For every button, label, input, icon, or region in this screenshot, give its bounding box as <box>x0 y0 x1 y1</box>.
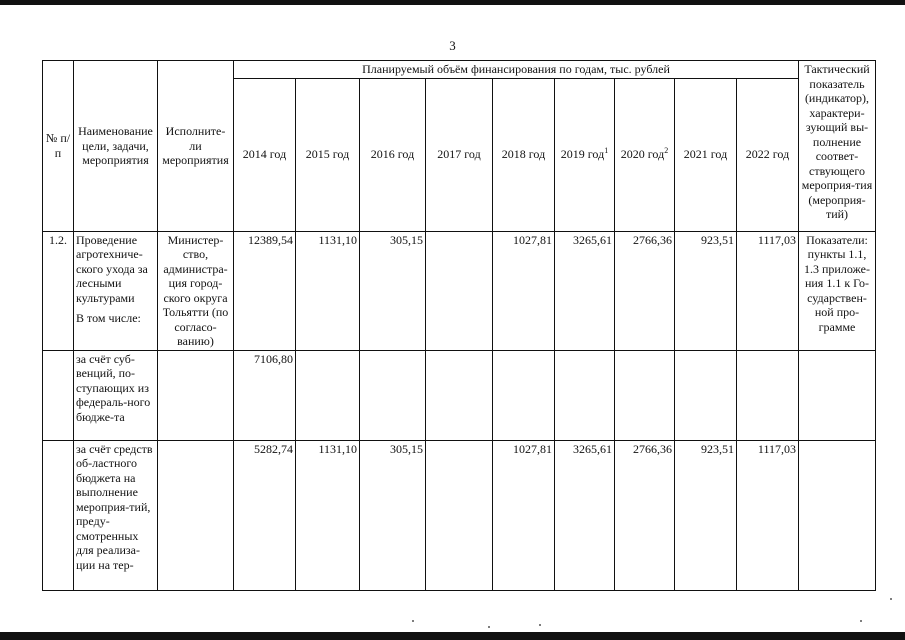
scan-speck <box>860 620 862 622</box>
row-executor <box>158 440 234 590</box>
row-num: 1.2. <box>43 231 74 350</box>
scan-top-border <box>0 0 905 5</box>
row-name-text: за счёт суб-венций, по-ступающих из федераль-ного бюдже-та <box>76 351 151 424</box>
header-year <box>426 78 493 231</box>
row-name <box>74 440 158 590</box>
row-value <box>493 350 555 440</box>
row-value <box>296 350 360 440</box>
row-value: 7106,80 <box>234 350 296 440</box>
header-year-label: 2020 год <box>620 147 665 162</box>
header-year-label: 2018 год <box>501 147 546 162</box>
header-year <box>737 78 799 231</box>
header-year-footnote: 2 <box>664 146 669 156</box>
table-body <box>43 231 876 590</box>
row-executor: Министер-ство, администра-ция город-ского округа Тольятти (по согласо-ванию) <box>158 231 234 350</box>
row-value: 1131,10 <box>296 440 360 590</box>
header-year <box>555 78 615 231</box>
row-value <box>426 350 493 440</box>
funding-table <box>42 60 876 591</box>
header-num: № п/п <box>43 61 74 232</box>
header-name: Наименование цели, задачи, мероприятия <box>74 61 158 232</box>
row-name <box>74 231 158 350</box>
row-value <box>675 350 737 440</box>
header-indicator: Тактический показатель (индикатор), характери-зующий вы-полнение соответ-ствующего мероприя-тия (мероприя-тий) <box>799 61 876 232</box>
row-num <box>43 440 74 590</box>
scan-speck <box>412 620 414 622</box>
row-indicator <box>799 350 876 440</box>
row-value: 305,15 <box>360 440 426 590</box>
row-value: 12389,54 <box>234 231 296 350</box>
header-year-footnote: 1 <box>604 146 609 156</box>
header-planned-funding: Планируемый объём финансирования по годам, тыс. рублей <box>234 61 799 79</box>
row-value: 2766,36 <box>615 440 675 590</box>
row-value: 3265,61 <box>555 440 615 590</box>
row-value: 1131,10 <box>296 231 360 350</box>
header-year-label: 2017 год <box>437 147 481 162</box>
row-value: 1117,03 <box>737 231 799 350</box>
row-value <box>426 231 493 350</box>
table-row <box>43 350 876 440</box>
table-row <box>43 231 876 350</box>
header-executor: Исполните-ли мероприятия <box>158 61 234 232</box>
row-name <box>74 350 158 440</box>
header-year-label: 2022 год <box>745 147 790 162</box>
row-value: 1027,81 <box>493 440 555 590</box>
row-value <box>360 350 426 440</box>
row-value: 1117,03 <box>737 440 799 590</box>
row-value <box>555 350 615 440</box>
row-value: 923,51 <box>675 440 737 590</box>
row-executor <box>158 350 234 440</box>
header-year <box>296 78 360 231</box>
scan-speck <box>890 598 892 600</box>
header-year <box>493 78 555 231</box>
header-year <box>360 78 426 231</box>
header-year-label: 2021 год <box>683 147 728 162</box>
row-value: 3265,61 <box>555 231 615 350</box>
scan-speck <box>539 624 541 626</box>
header-year <box>615 78 675 231</box>
row-value <box>737 350 799 440</box>
row-name-text: за счёт средств об-ластного бюджета на выполнение мероприя-тий, преду-смотренных для реализа-ции на тер- <box>76 441 153 572</box>
table-row <box>43 440 876 590</box>
scan-bottom-border <box>0 632 905 640</box>
header-year-label: 2019 год <box>560 147 605 162</box>
row-name-subheading: В том числе: <box>76 311 141 325</box>
page-number: 3 <box>449 38 456 53</box>
row-indicator <box>799 440 876 590</box>
row-value: 305,15 <box>360 231 426 350</box>
header-year-label: 2016 год <box>370 147 415 162</box>
row-value <box>615 350 675 440</box>
row-value <box>426 440 493 590</box>
row-value: 5282,74 <box>234 440 296 590</box>
row-value: 2766,36 <box>615 231 675 350</box>
header-year-label: 2014 год <box>242 147 287 162</box>
header-year <box>234 78 296 231</box>
row-num <box>43 350 74 440</box>
header-year-label: 2015 год <box>305 147 350 162</box>
row-value: 1027,81 <box>493 231 555 350</box>
header-year <box>675 78 737 231</box>
scan-speck <box>488 626 490 628</box>
row-value: 923,51 <box>675 231 737 350</box>
row-indicator: Показатели: пункты 1.1, 1.3 приложе-ния 1.1 к Го-сударствен-ной про-грамме <box>799 231 876 350</box>
row-name-text: Проведение агротехниче-ского ухода за лесными культурами <box>76 232 148 305</box>
